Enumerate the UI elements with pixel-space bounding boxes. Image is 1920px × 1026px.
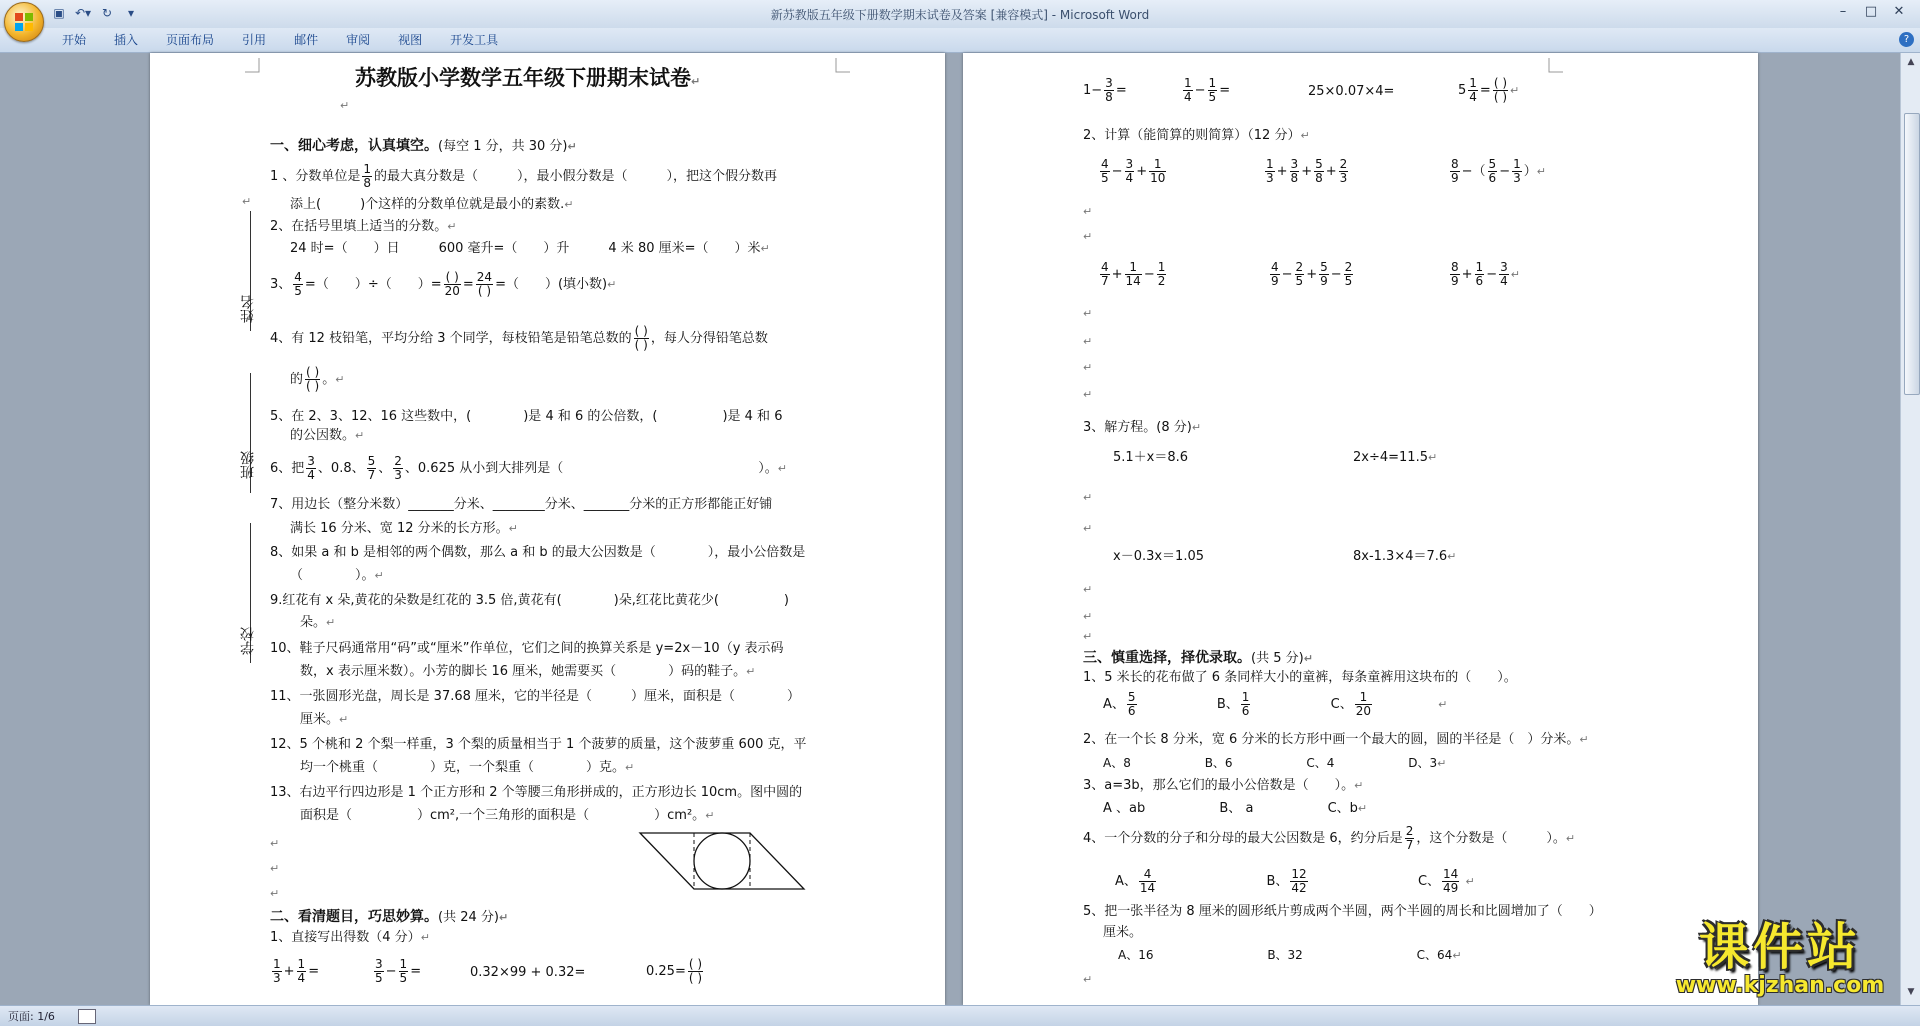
choice-1: 1、5 米长的花布做了 6 条同样大小的童裤，每条童裤用这块布的（ ）。 — [1083, 670, 1517, 685]
scroll-up-icon[interactable]: ▲ — [1907, 57, 1915, 67]
page-counter[interactable]: 页面: 1/6 — [8, 1010, 55, 1023]
tab-insert[interactable]: 插入 — [114, 33, 139, 47]
calc-expr-f: $\frac{8}{9}$ + $\frac{1}{6}$ − $\frac{3}{4}$ ↵ — [1451, 260, 1520, 288]
choice-3-options: A 、ab B、 a C、b↵ — [1103, 801, 1368, 816]
calc-expr-c: $\frac{8}{9}$ −（ $\frac{5}{6}$ − $\frac{1}{3}$ ）↵ — [1451, 157, 1546, 185]
option-b[interactable]: B、 $\frac{12}{42}$ — [1266, 867, 1307, 895]
calc-expr-b: $\frac{1}{3}$ + $\frac{3}{8}$ + $\frac{5}{8}$ + $\frac{2}{3}$ — [1266, 157, 1348, 185]
paragraph-mark: ↵ — [1083, 205, 1093, 218]
choice-5-options: A、16 B、32 C、64↵ — [1118, 948, 1462, 962]
oral-expr-2: $\frac{3}{5}$ − $\frac{1}{5}$ = — [375, 957, 422, 985]
calc-expr-d: $\frac{4}{7}$ + $\frac{1}{14}$ − $\frac{1}{2}$ — [1101, 260, 1166, 288]
parallelogram-shape — [640, 833, 804, 889]
paragraph-mark: ↵ — [1083, 335, 1093, 348]
question-3: 3、 $\frac{4}{5}$ =（ ）÷（ ）= $\frac{( )}{20}$ = $\frac{24}{( )}$ =（ ）(填小数)↵ — [270, 270, 617, 298]
equation-2: 2x÷4=11.5↵ — [1353, 450, 1438, 465]
scroll-down-icon[interactable]: ▼ — [1907, 987, 1915, 997]
paragraph-mark: ↵ — [340, 99, 350, 112]
paragraph-mark: ↵ — [1083, 307, 1093, 320]
option-a[interactable]: A、16 — [1118, 948, 1154, 962]
name-label: 姓名 — [240, 295, 256, 323]
maximize-icon[interactable]: □ — [1864, 4, 1878, 19]
redo-icon[interactable]: ↻ — [101, 6, 113, 20]
help-icon[interactable]: ? — [1899, 32, 1914, 47]
margin-corner-mark — [830, 58, 850, 78]
paragraph-mark: ↵ — [270, 887, 280, 900]
question-7: 7、用边长（整分米数）_______分米、________分米、_______分米的正方形都能正好铺 — [270, 497, 773, 512]
parallelogram-figure — [638, 830, 808, 892]
choice-5-line-2: 厘米。 — [1103, 925, 1143, 940]
calc-heading: 2、计算（能简算的则简算）（12 分）↵ — [1083, 128, 1310, 143]
tab-home[interactable]: 开始 — [62, 33, 87, 47]
save-icon[interactable]: ▣ — [53, 6, 65, 20]
question-5: 5、在 2、3、12、16 这些数中，( )是 4 和 6 的公倍数，( )是 4 和 6 — [270, 409, 783, 424]
option-c[interactable]: C、64 — [1416, 948, 1453, 962]
equation-1: 5.1＋x＝8.6 — [1113, 450, 1189, 465]
question-1: 1 、分数单位是 $\frac{1}{8}$ 的最大真分数是（ ），最小假分数是（ ），把这个假分数再 — [270, 162, 778, 190]
choice-5: 5、把一张半径为 8 厘米的圆形纸片剪成两个半圆，两个半圆的周长和比圆增加了（ ） — [1083, 904, 1602, 919]
question-13-line-2: 面积是（ ）cm²,一个三角形的面积是（ ）cm²。↵ — [300, 808, 715, 823]
oral-expr-4: 0.25= $\frac{( )}{( )}$ — [646, 957, 703, 985]
question-2: 2、在括号里填上适当的分数。↵ — [270, 219, 457, 234]
question-2-line-2: 24 时=（ ）日 600 毫升=（ ）升 4 米 80 厘米=（ ）米↵ — [290, 241, 770, 256]
option-b[interactable]: B、6 — [1204, 756, 1233, 770]
paragraph-mark: ↵ — [1083, 388, 1093, 401]
option-d[interactable]: D、3 — [1408, 756, 1438, 770]
question-11-line-2: 厘米。↵ — [300, 712, 349, 727]
question-10-line-2: 数，x 表示厘米数）。小芳的脚长 16 厘米，她需要买（ ）码的鞋子。↵ — [300, 664, 756, 679]
question-6: 6、把 $\frac{3}{4}$ 、0.8、 $\frac{5}{7}$ 、 $\frac{2}{3}$ 、0.625 从小到大排列是（ ）。↵ — [270, 454, 787, 482]
oral-expr-3: 0.32×99 + 0.32= — [470, 965, 586, 980]
paragraph-mark: ↵ — [1083, 361, 1093, 374]
option-a[interactable]: A、8 — [1103, 756, 1131, 770]
equation-heading: 3、解方程。(8 分)↵ — [1083, 420, 1202, 435]
question-13: 13、右边平行四边形是 1 个正方形和 2 个等腰三角形拼成的，正方形边长 10cm。图中圆的 — [270, 785, 803, 800]
ribbon-tabs — [48, 28, 512, 52]
question-9: 9.红花有 x 朵,黄花的朵数是红花的 3.5 倍,黄花有( )朵,红花比黄花少( ) — [270, 593, 789, 608]
document-page-1[interactable] — [150, 53, 945, 1005]
question-10: 10、鞋子尺码通常用“码”或“厘米”作单位，它们之间的换算关系是 y=2x－10（y 表示码 — [270, 641, 784, 656]
paragraph-mark: ↵ — [1083, 973, 1093, 986]
ribbon — [0, 28, 1920, 53]
question-8: 8、如果 a 和 b 是相邻的两个偶数，那么 a 和 b 的最大公因数是（ ），最小公倍数是 — [270, 545, 806, 560]
paragraph-mark: ↵ — [1083, 491, 1093, 504]
question-12: 12、5 个桃和 2 个梨一样重，3 个梨的质量相当于 1 个菠萝的质量，这个菠萝重 600 克，平 — [270, 737, 807, 752]
section-2-heading: 二、看清题目，巧思妙算。(共 24 分)↵ — [270, 909, 509, 925]
section-2-question-1: 1、直接写出得数（4 分）↵ — [270, 930, 430, 945]
paragraph-mark: ↵ — [1083, 230, 1093, 243]
option-b[interactable]: B、 $\frac{1}{6}$ — [1216, 690, 1250, 718]
option-b[interactable]: B、 a — [1219, 801, 1254, 816]
site-watermark — [1660, 920, 1900, 998]
paragraph-mark: ↵ — [1083, 610, 1093, 623]
customize-qat-icon[interactable]: ▾ — [127, 6, 135, 20]
paragraph-mark: ↵ — [1083, 522, 1093, 535]
question-4-line-2: 的 $\frac{( )}{( )}$ 。↵ — [290, 365, 345, 393]
oral-expr-1: $\frac{1}{3}$ + $\frac{1}{4}$ = — [273, 957, 320, 985]
proofing-icon[interactable] — [78, 1009, 96, 1024]
vertical-scrollbar[interactable] — [1900, 53, 1920, 1005]
paragraph-mark: ↵ — [242, 195, 252, 208]
status-bar — [0, 1005, 1920, 1026]
question-5-line-2: 的公因数。↵ — [290, 428, 365, 443]
class-label: 班级 — [240, 451, 256, 479]
paragraph-mark: ↵ — [1083, 583, 1093, 596]
oral-row: 25×0.07×4= — [1308, 84, 1395, 99]
tab-view[interactable]: 视图 — [398, 33, 423, 47]
choice-4: 4、一个分数的分子和分母的最大公因数是 6，约分后是 $\frac{2}{7}$ ，这个分数是（ ）。↵ — [1083, 824, 1576, 852]
paragraph-mark: ↵ — [270, 837, 280, 850]
window-controls — [1830, 2, 1912, 22]
paragraph-mark: ↵ — [270, 862, 280, 875]
option-a[interactable]: A、 $\frac{5}{6}$ — [1103, 690, 1136, 718]
section-3-heading: 三、慎重选择，择优录取。(共 5 分)↵ — [1083, 650, 1313, 666]
option-c[interactable]: C、b — [1327, 801, 1358, 816]
option-b[interactable]: B、32 — [1267, 948, 1303, 962]
question-7-line-2: 满长 16 分米、宽 12 分米的长方形。↵ — [290, 521, 518, 536]
question-4: 4、有 12 枝铅笔，平均分给 3 个同学，每枝铅笔是铅笔总数的 $\frac{( )}{( )}$ ，每人分得铅笔总数 — [270, 324, 768, 352]
choice-3: 3、a=3b，那么它们的最小公倍数是（ ）。↵ — [1083, 778, 1364, 793]
tab-references[interactable]: 引用 — [242, 33, 267, 47]
question-8-line-2: （ ）。↵ — [290, 568, 384, 583]
oral-row: $\frac{1}{4}$ − $\frac{1}{5}$ = — [1184, 76, 1231, 104]
choice-2-options: A、8 B、6 C、4 D、3↵ — [1103, 756, 1447, 770]
choice-1-options: A、 $\frac{5}{6}$ B、 $\frac{1}{6}$ C、 $\frac{1}{20}$ ↵ — [1103, 690, 1448, 718]
question-1-line-2: 添上( )个这样的分数单位就是最小的素数.↵ — [290, 197, 574, 212]
tab-page-layout[interactable]: 页面布局 — [166, 33, 215, 47]
question-12-line-2: 均一个桃重（ ）克，一个梨重（ ）克。↵ — [300, 760, 635, 775]
tab-review[interactable]: 审阅 — [346, 33, 371, 47]
oral-row: 5 $\frac{1}{4}$ = $\frac{( )}{( )}$ ↵ — [1458, 76, 1520, 104]
undo-icon[interactable]: ↶▾ — [74, 6, 92, 20]
option-c[interactable]: C、 $\frac{1}{20}$ — [1330, 690, 1372, 718]
page-title: 苏教版小学数学五年级下册期末试卷↵ — [355, 66, 701, 90]
watermark-logo-text: 课件站 — [1699, 918, 1861, 976]
window-title: 新苏教版五年级下册数学期末试卷及答案 [兼容模式] - Microsoft Word — [770, 8, 1150, 22]
tab-mailings[interactable]: 邮件 — [294, 33, 319, 47]
option-a[interactable]: A 、ab — [1103, 801, 1146, 816]
watermark-url: www.kjzhan.com — [1675, 973, 1885, 998]
tab-developer[interactable]: 开发工具 — [450, 33, 499, 47]
oral-row: 1− $\frac{3}{8}$ = — [1083, 76, 1127, 104]
equation-4: 8x-1.3×4＝7.6↵ — [1353, 549, 1457, 564]
office-logo-icon — [14, 12, 34, 32]
section-1-heading: 一、细心考虑，认真填空。(每空 1 分，共 30 分)↵ — [270, 138, 577, 154]
close-icon[interactable]: ✕ — [1893, 4, 1905, 19]
minimize-icon[interactable]: – — [1839, 4, 1847, 19]
choice-4-options: A、 $\frac{4}{14}$ B、 $\frac{12}{42}$ C、 $\frac{14}{49}$ ↵ — [1115, 867, 1475, 895]
paragraph-mark: ↵ — [1083, 630, 1093, 643]
office-button[interactable] — [4, 2, 44, 42]
equation-3: x－0.3x＝1.05 — [1113, 549, 1205, 564]
option-c[interactable]: C、4 — [1306, 756, 1335, 770]
title-bar — [0, 0, 1920, 29]
question-9-line-2: 朵。↵ — [300, 615, 336, 630]
choice-2: 2、在一个长 8 分米，宽 6 分米的长方形中画一个最大的圆，圆的半径是（ ）分米。↵ — [1083, 732, 1589, 747]
option-a[interactable]: A、 $\frac{4}{14}$ — [1115, 867, 1156, 895]
school-label: 学校 — [240, 627, 256, 655]
calc-expr-a: $\frac{4}{5}$ − $\frac{3}{4}$ + $\frac{1}{10}$ — [1101, 157, 1166, 185]
option-c[interactable]: C、 $\frac{14}{49}$ — [1417, 867, 1459, 895]
document-page-2[interactable] — [963, 53, 1758, 1005]
margin-corner-mark — [245, 58, 265, 78]
document-workspace — [0, 53, 1900, 1005]
margin-corner-mark — [1543, 58, 1563, 78]
scroll-thumb[interactable] — [1904, 113, 1920, 395]
calc-expr-e: $\frac{4}{9}$ − $\frac{2}{5}$ + $\frac{5}{9}$ − $\frac{2}{5}$ — [1271, 260, 1353, 288]
question-11: 11、一张圆形光盘，周长是 37.68 厘米，它的半径是（ ）厘米，面积是（ ） — [270, 689, 801, 704]
inscribed-circle — [694, 833, 750, 889]
